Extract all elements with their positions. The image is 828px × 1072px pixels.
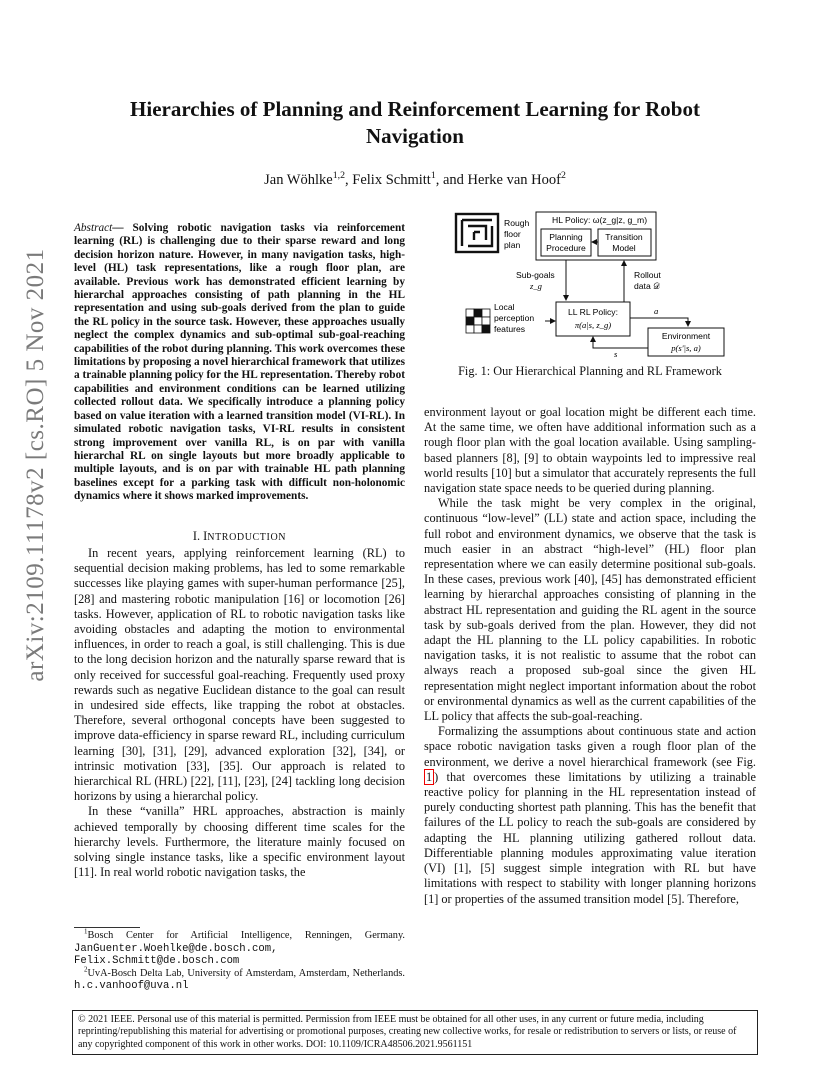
abstract-text: — Solving robotic navigation tasks via reinforcement learning (RL) is challenging due to their sparse reward and long decision horizon nature. However, in many navigation tasks, high-level (HL) task representations, like a rough floor plan, are available. Previous work has demonstrated efficient learning by hierarchal approaches consisting of path planning in the HL representation and using sub-goals derived from the plan to guide the RL policy in the source task. However, these approaches usually neglect the complex dynamics and sub-optimal sub-goal-reaching capabilities of the robot during planning. This work overcomes these limitations by proposing a novel hierarchical framework that utilizes a trainable planning policy for the HL representation. Thereby robot capabilities and environment conditions can be learned utilizing collected rollout data. We specifically introduce a planning policy based on value iteration with a learned transition model (VI-RL). In simulated robotic navigation tasks, VI-RL results in consistent strong improvement over vanilla RL, is on par with vanilla hierarchal RL on single layouts but more broadly applicable to multiple layouts, and is on par with trainable HL path planning baselines except for a parking task with difficult non-holonomic dynamics where it shows marked improvements. xyxy=(74,222,405,503)
local-perception-label-3: features xyxy=(494,324,526,334)
sub-goals-symbol: z_g xyxy=(530,281,542,291)
abstract-label: Abstract xyxy=(74,222,113,234)
author-2-affiliation: 1 xyxy=(430,170,436,182)
figure-reference-link[interactable]: 1 xyxy=(426,769,433,784)
footnotes xyxy=(74,927,405,993)
title-line-1: Hierarchies of Planning and Reinforcement Learning for Robot xyxy=(130,97,700,121)
author-1: Jan Wöhlke xyxy=(264,172,333,188)
planning-procedure-label-1: Planning xyxy=(549,232,583,242)
footnote-1-email-2[interactable]: Felix.Schmitt@de.bosch.com xyxy=(74,955,240,968)
author-list: Jan Wöhlke$^{1,2}$, Felix Schmitt$^1$, and Herke van Hoof$^2$ xyxy=(264,170,566,188)
abstract xyxy=(74,222,405,504)
arrow-state xyxy=(593,337,648,348)
left-column-body xyxy=(74,546,405,880)
maze-floor-plan-icon xyxy=(456,214,498,252)
footnote-2-email[interactable]: h.c.vanhoof@uva.nl xyxy=(74,980,189,993)
local-perception-label-2: perception xyxy=(494,313,535,323)
rough-floor-plan-label-3: plan xyxy=(504,240,521,250)
section-heading-introduction xyxy=(74,529,405,544)
rough-floor-plan-label-1: Rough xyxy=(504,218,530,228)
arxiv-identifier: arXiv:2109.11178v2 [cs.RO] 5 Nov 2021 xyxy=(22,248,49,682)
author-2: Felix Schmitt xyxy=(352,172,431,188)
sub-goals-label: Sub-goals xyxy=(516,270,555,280)
section-title-initial: I xyxy=(203,529,208,543)
paragraph-text: Formalizing the assumptions about continuous state and action space robotic navigation tasks given a rough floor plan of the environment, we derive a novel hierarchical framework (see Fig. xyxy=(424,724,756,769)
ll-policy-label: LL RL Policy: xyxy=(568,307,618,317)
footnote-1 xyxy=(74,927,405,968)
figure-caption: Fig. 1: Our Hierarchical Planning and RL Framework xyxy=(458,364,722,378)
footnote-2-text: UvA-Bosch Delta Lab, University of Amsterdam, Amsterdam, Netherlands. xyxy=(87,967,405,979)
environment-formula: p(s′|s, a) xyxy=(671,343,701,353)
action-label: a xyxy=(654,306,659,316)
arxiv-sidebar xyxy=(22,248,50,682)
ll-policy-formula: π(a|s, z_g) xyxy=(574,320,612,330)
author-1-affiliation: 1,2 xyxy=(332,170,346,182)
local-perception-label-1: Local xyxy=(494,302,515,312)
footnote-2-mark: 2 xyxy=(84,965,88,974)
section-title-rest: NTRODUCTION xyxy=(207,532,287,543)
right-column-body xyxy=(424,405,756,907)
local-perception-grid-icon xyxy=(466,309,490,333)
paragraph: While the task might be very complex in the original, continuous “low-level” (LL) state and action space, including the full robot and environment dynamics, we observe that the task is much easier in an abstract “high-level” (HL) floor plan representation where we can easily determine positional sub-goals. In these cases, previous work [40], [45] has demonstrated efficient learning by hierarchal approaches consisting of planning in the abstract HL representation and guiding the RL agent in the source task by sub-goals derived from the plan. However, they did not adapt the HL planning to the LL policy capabilities. In robotic navigation tasks, it is not realistic to assume that the robot can always reach a proposed sub-goal since the given HL representation might neglect important information about the robot or environmental dynamics as well as the current capabilities of the LL policy that affects the sub-goal-reaching. xyxy=(424,496,756,724)
title-line-2: Navigation xyxy=(365,124,464,148)
state-label: s xyxy=(614,349,618,358)
rollout-data-label: data 𝒟 xyxy=(634,281,660,291)
paragraph: environment layout or goal location might be different each time. At the same time, we often have additional information such as a rough floor plan with the goal location available. Using sampling-based planners [8], [9] to obtain waypoints led to impressive real world results [10] but a simulator that accurately represents the full navigation state space needs to be queried during planning. xyxy=(424,405,756,496)
environment-label: Environment xyxy=(661,331,711,341)
arrow-action xyxy=(630,318,688,326)
paragraph xyxy=(424,724,756,906)
planning-procedure-label-2: Procedure xyxy=(546,243,586,253)
author-3-affiliation: 2 xyxy=(560,170,566,182)
hl-policy-label: HL Policy: ω(z_g|z, g_m) xyxy=(552,215,648,225)
footnote-1-text: Bosch Center for Artificial Intelligence, Renningen, Germany. xyxy=(87,930,405,941)
framework-diagram xyxy=(448,208,730,358)
footnote-1-mark: 1 xyxy=(84,927,88,936)
copyright-notice: © 2021 IEEE. Personal use of this material is permitted. Permission from IEEE must be obtained for all other uses, in any current or future media, including reprinting/republishing this material for advertising or promotional purposes, creating new collective works, for resale or redistribution to servers or lists, or reuse of any copyrighted component of this work in other works. DOI: 10.1109/ICRA48506.2021.9561151 xyxy=(72,1010,758,1055)
transition-model-label-2: Model xyxy=(612,243,636,253)
author-3: and Herke van Hoof xyxy=(442,172,561,188)
section-number: I. xyxy=(192,529,201,543)
footnote-1-email-1[interactable]: JanGuenter.Woehlke@de.bosch.com, xyxy=(74,942,278,955)
paragraph-text: ) that overcomes these limitations by utilizing a trainable reactive policy for planning in the HL representation instead of purely conducting shortest path planning. This has the benefit that failures of the LL policy to reach the sub-goals are considered by adapting the HL planning utilizing gathered rollout data. Differentiable planning modules approximating value iteration (VI) [1], [5] suggest simple integration with RL but have limitations with respect to stability with longer planning horizons [1] or properties of the assumed transition model [5]. Therefore, xyxy=(424,769,756,906)
rough-floor-plan-label-2: floor xyxy=(504,229,521,239)
paragraph: In these “vanilla” HRL approaches, abstraction is mainly achieved temporally by choosing different time scales for the hierarchy levels. Furthermore, the literature mainly focused on solving single instance tasks, like a specific environment layout [11]. In real world robotic navigation tasks, the xyxy=(74,804,405,880)
paper-title xyxy=(90,96,740,150)
transition-model-label-1: Transition xyxy=(605,232,643,242)
footnote-2 xyxy=(74,965,405,993)
paragraph: In recent years, applying reinforcement learning (RL) to sequential decision making problems, has led to some remarkable successes like playing games with super-human performance [25], [28] and mastering robotic manipulation [16] or locomotion [26] tasks. However, application of RL to robotic navigation tasks like avoiding obstacles and adapting the motion to environmental influences, in order to reach a goal, is still challenging. This is due to the long decision horizon and the naturally sparse reward that is only received for successful goal-reaching. Frequently used proxy rewards such as negative Euclidean distance to the goal can result in undesired side effects, like trapping the robot at obstacles. Therefore, several orthogonal concepts have been suggested to improve data-efficiency in sparse reward RL, including curriculum learning [30], [31], [29], advanced exploration [32], [34], or intrinsic motivation [33], [35]. Our approach is related to hierarchical RL (HRL) [22], [11], [23], [24] tackling long decision horizons by using a hierarchal policy. xyxy=(74,546,405,804)
rollout-label: Rollout xyxy=(634,270,661,280)
